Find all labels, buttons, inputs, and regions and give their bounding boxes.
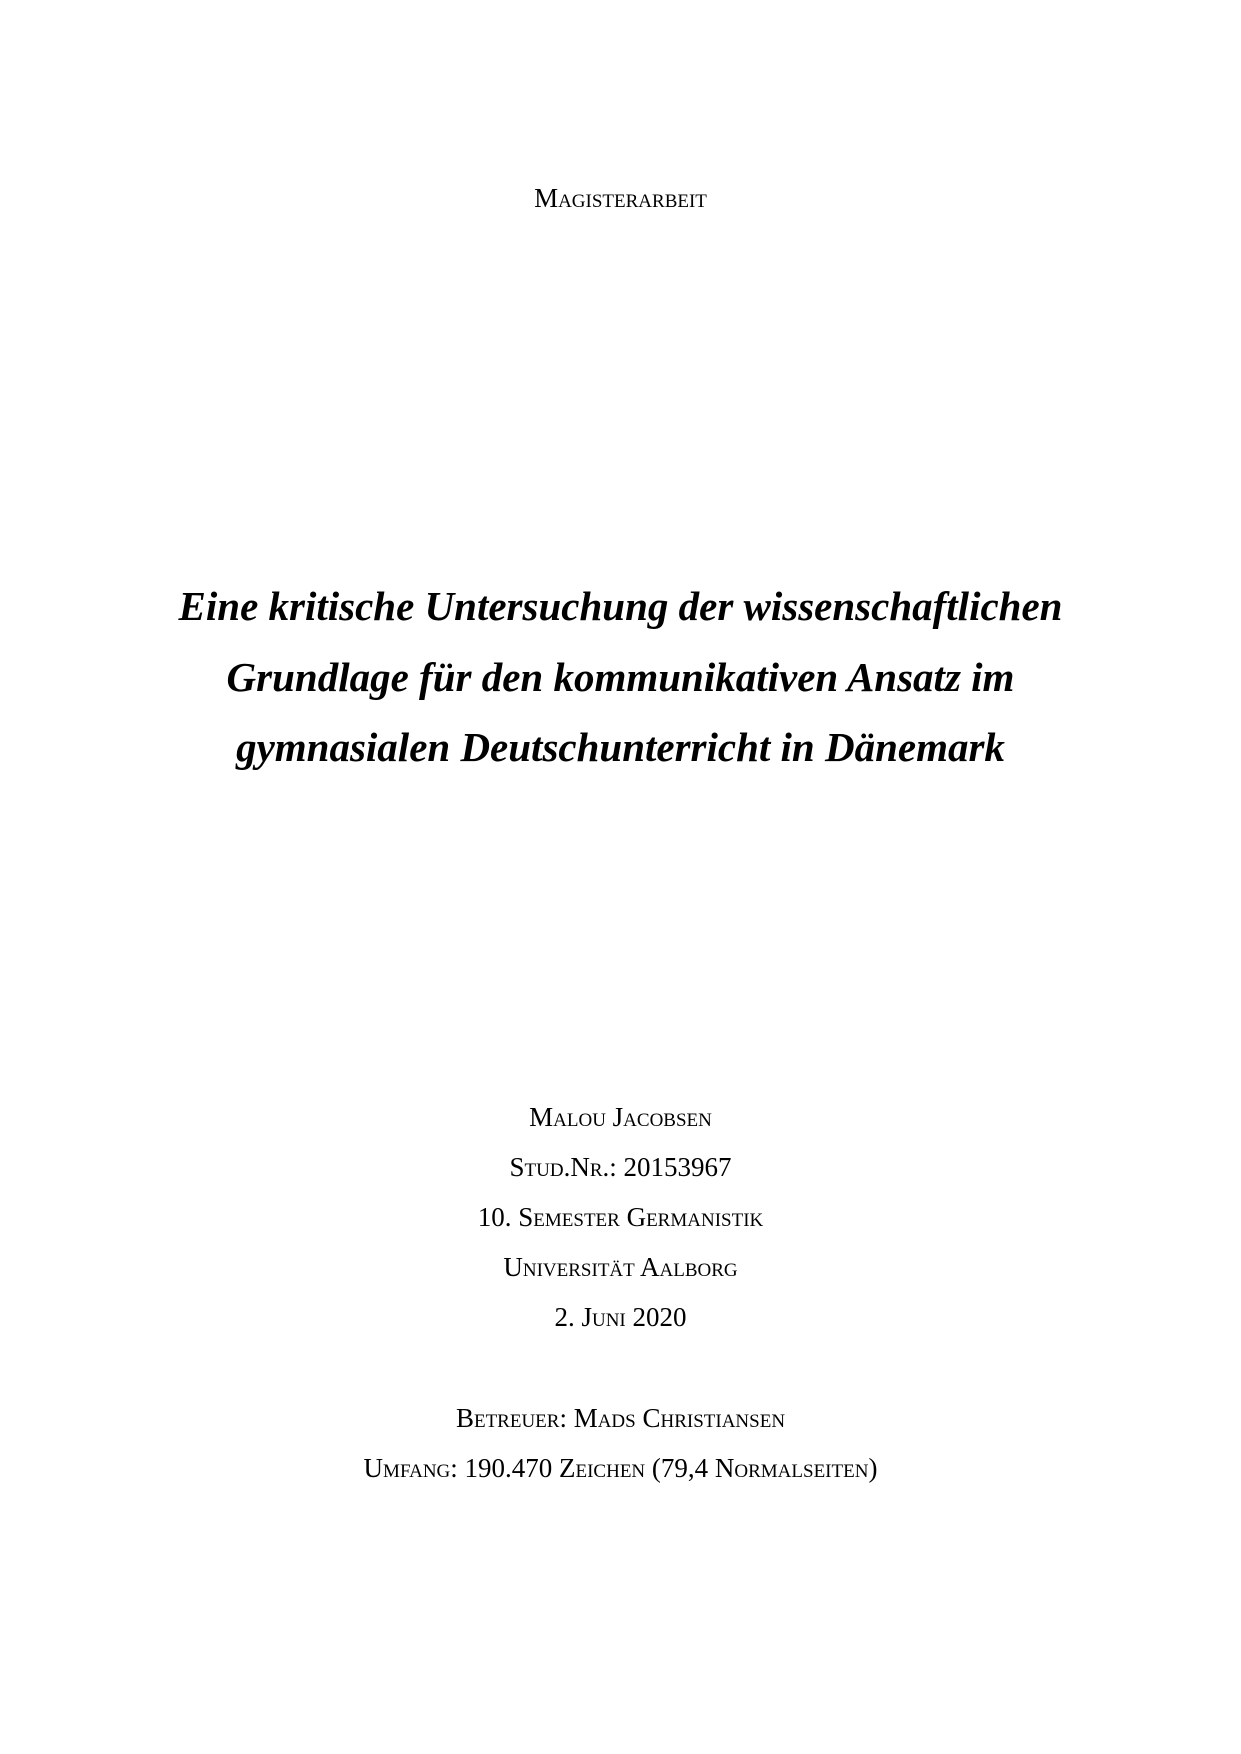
thesis-title-line-2: Grundlage für den kommunikativen Ansatz im xyxy=(226,654,1015,700)
student-number: Stud.Nr.: 20153967 xyxy=(509,1152,732,1182)
supervisor: Betreuer: Mads Christiansen xyxy=(455,1403,786,1433)
date: 2. Juni 2020 xyxy=(554,1302,687,1332)
semester: 10. Semester Germanistik xyxy=(477,1202,764,1232)
author-name: Malou Jacobsen xyxy=(529,1102,712,1132)
document-type: Magisterarbeit xyxy=(534,183,707,213)
thesis-title-line-3: gymnasialen Deutschunterricht in Dänemark xyxy=(236,724,1005,770)
university: Universität Aalborg xyxy=(503,1252,738,1282)
extent: Umfang: 190.470 Zeichen (79,4 Normalseiten) xyxy=(363,1453,878,1483)
thesis-title-line-1: Eine kritische Untersuchung der wissenschaftlichen xyxy=(178,583,1063,629)
